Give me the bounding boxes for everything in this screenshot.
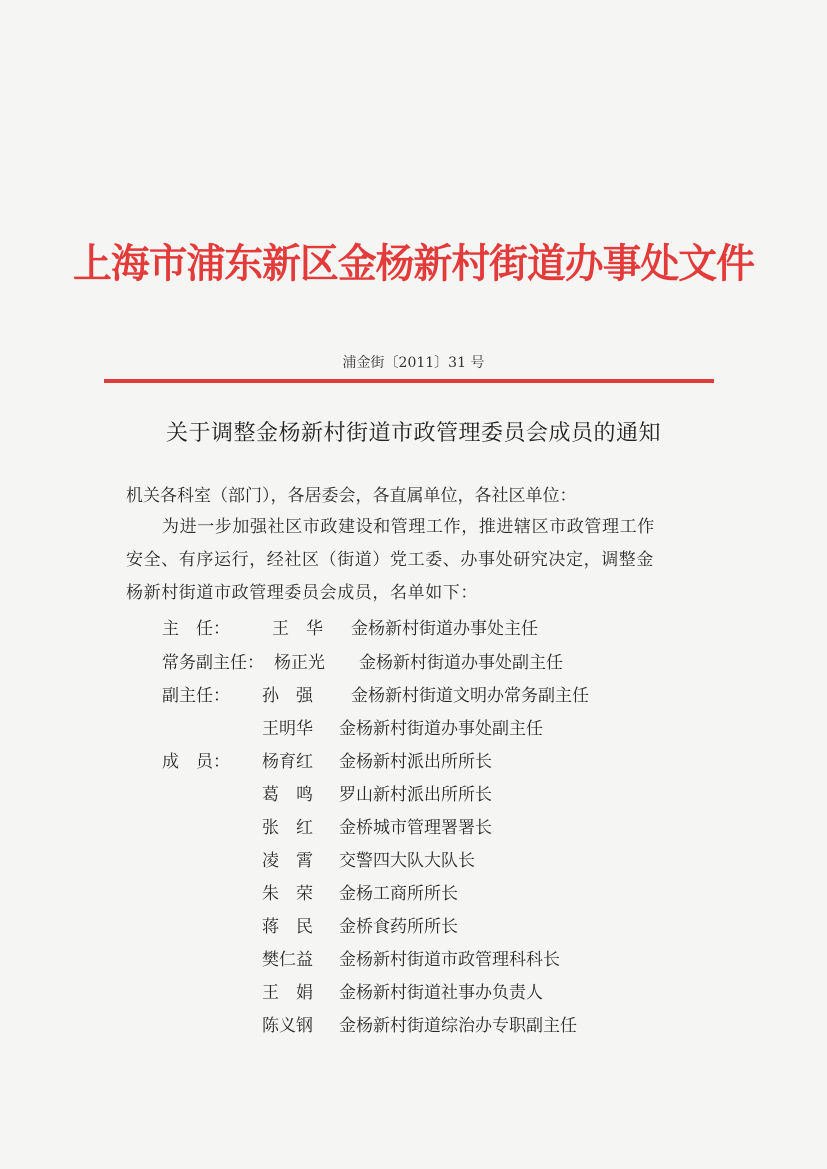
member-role: 主 任： xyxy=(162,619,230,639)
member-position: 罗山新村派出所所长 xyxy=(339,785,492,805)
member-name: 蒋 民 xyxy=(262,917,313,937)
member-position: 金杨新村街道市政管理科科长 xyxy=(339,950,560,970)
member-name: 葛 鸣 xyxy=(262,785,313,805)
issuer-header-title: 上海市浦东新区金杨新村街道办事处文件 xyxy=(73,241,754,287)
member-name: 陈义钢 xyxy=(262,1016,313,1036)
member-role: 成 员： xyxy=(162,752,230,772)
member-name: 樊仁益 xyxy=(262,950,313,970)
member-name: 凌 霄 xyxy=(262,851,313,871)
member-position: 金杨新村街道办事处主任 xyxy=(351,619,538,639)
member-role: 副主任： xyxy=(162,686,230,706)
member-position: 交警四大队大队长 xyxy=(339,851,475,871)
member-name: 王 华 xyxy=(272,619,323,639)
recipients-line: 机关各科室（部门），各居委会，各直属单位，各社区单位： xyxy=(126,486,577,506)
notice-title: 关于调整金杨新村街道市政管理委员会成员的通知 xyxy=(165,421,661,446)
member-name: 杨育红 xyxy=(262,752,313,772)
member-position: 金桥食药所所长 xyxy=(339,917,458,937)
member-name: 王 娟 xyxy=(262,983,313,1003)
member-position: 金杨新村街道综治办专职副主任 xyxy=(339,1016,577,1036)
member-position: 金杨新村派出所所长 xyxy=(339,752,492,772)
member-name: 张 红 xyxy=(262,818,313,838)
member-name: 王明华 xyxy=(262,719,313,739)
member-name: 朱 荣 xyxy=(262,884,313,904)
member-name: 杨正光 xyxy=(274,653,325,673)
body-paragraph-line: 为进一步加强社区市政建设和管理工作，推进辖区市政管理工作 xyxy=(162,517,655,537)
body-paragraph-line: 杨新村街道市政管理委员会成员，名单如下： xyxy=(126,583,478,603)
body-paragraph-line: 安全、有序运行，经社区（街道）党工委、办事处研究决定，调整金 xyxy=(126,550,654,570)
member-position: 金杨新村街道文明办常务副主任 xyxy=(351,686,589,706)
member-role: 常务副主任： xyxy=(162,653,264,673)
member-position: 金杨新村街道办事处副主任 xyxy=(359,653,563,673)
member-position: 金桥城市管理署署长 xyxy=(339,818,492,838)
member-position: 金杨新村街道社事办负责人 xyxy=(339,983,543,1003)
member-position: 金杨工商所所长 xyxy=(339,884,458,904)
red-divider-line xyxy=(104,379,714,383)
document-number: 浦金街〔2011〕31 号 xyxy=(342,355,485,371)
member-name: 孙 强 xyxy=(262,686,313,706)
member-position: 金杨新村街道办事处副主任 xyxy=(339,719,543,739)
